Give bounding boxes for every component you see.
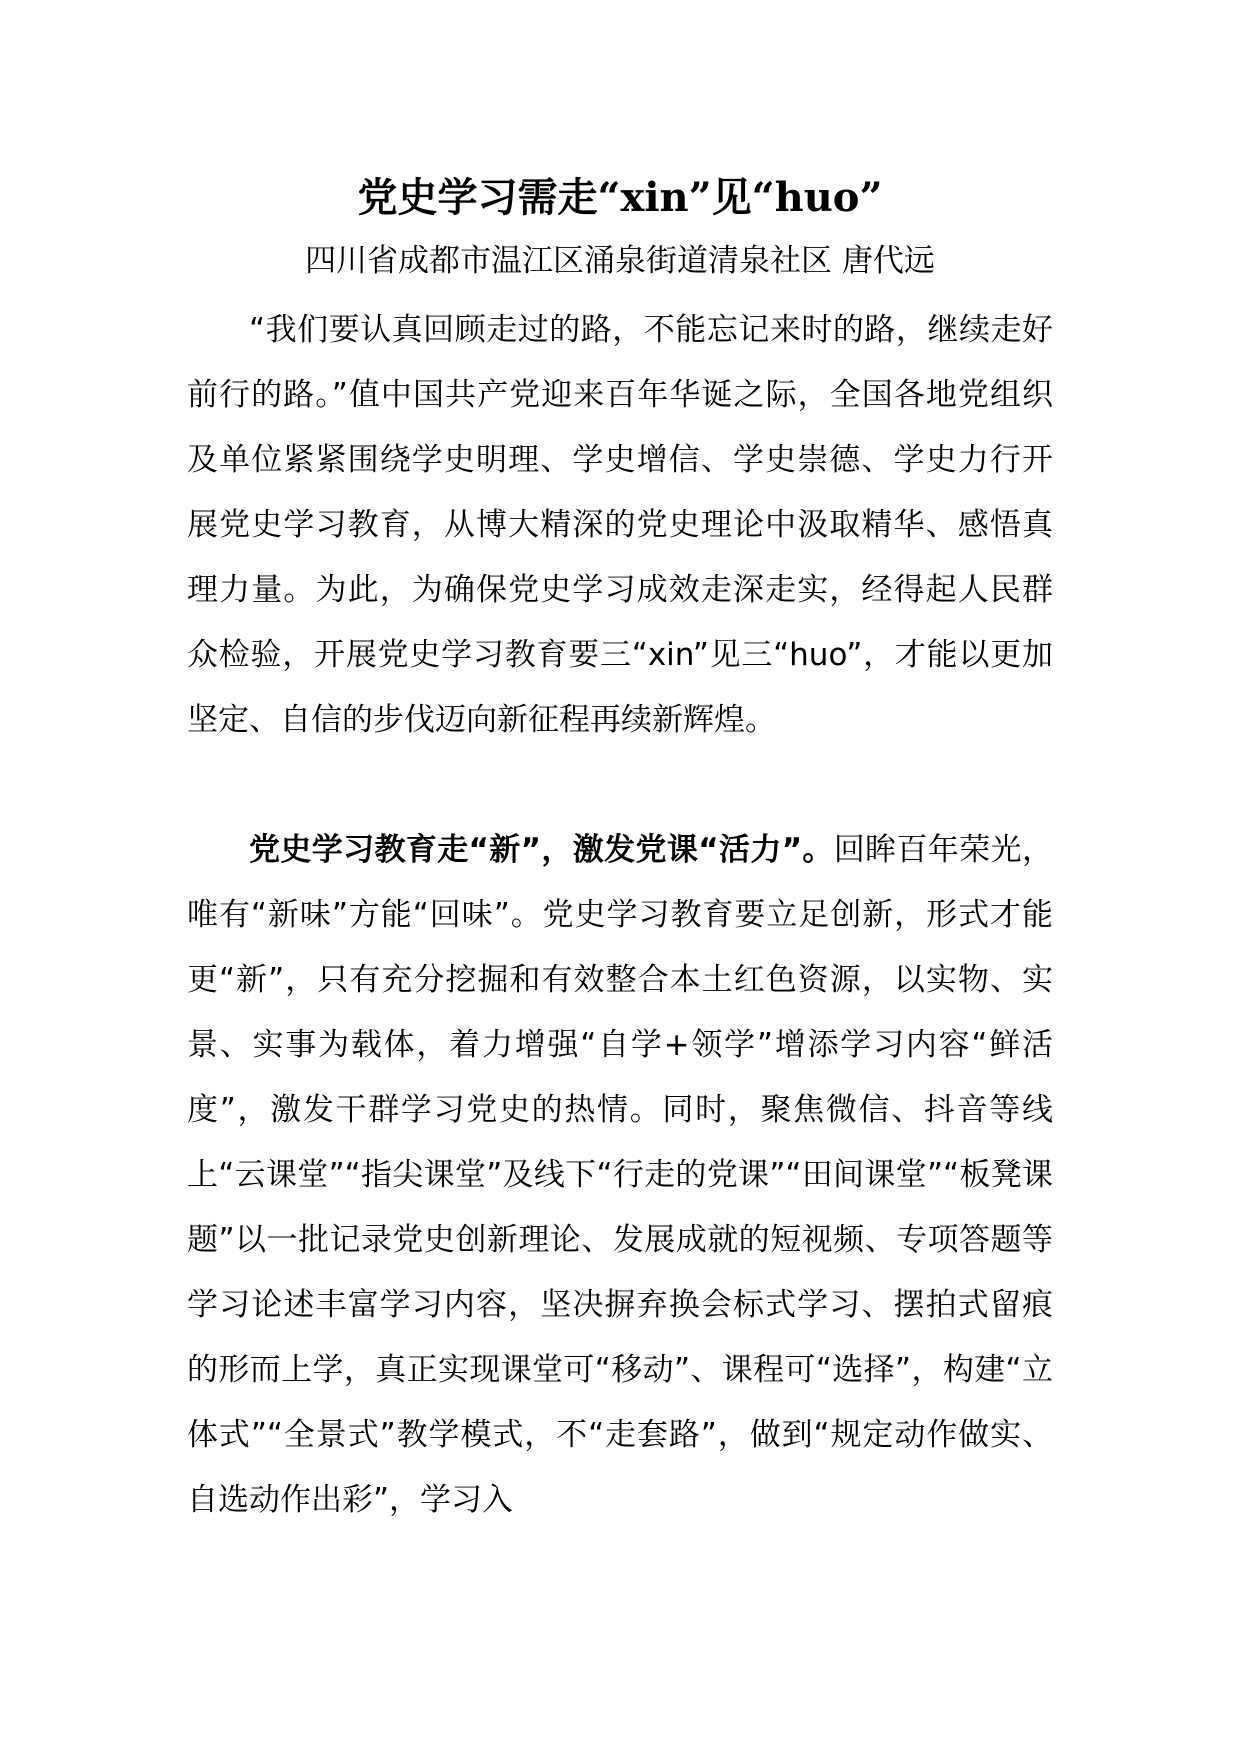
paragraph-text: 回眸百年荣光，唯有“新味”方能“回味”。党史学习教育要立足创新，形式才能更“新”，只有充分挖掘和有效整合本土红色资源，以实物、实景、实事为载体，着力增强“自学+领学”增添学习内容“鲜活度”，激发干群学习党史的热情。同时，聚焦微信、抖音等线上“云课堂”“指尖课堂”及线下“行走的党课”“田间课堂”“板凳课题”以一批记录党史创新理论、发展成就的短视频、专项答题等学习论述丰富学习内容，坚决摒弃换会标式学习、摆拍式留痕的形而上学，真正实现课堂可“移动”、课程可“选择”，构建“立体式”“全景式”教学模式，不“走套路”，做到“规定动作做实、自选动作出彩”，学习入	[187, 832, 1054, 1518]
document-title: 党史学习需走“xin”见“huo”	[357, 174, 883, 221]
section-heading: 党史学习教育走“新”，激发党课“活力”。	[249, 832, 834, 868]
paragraph-text: “我们要认真回顾走过的路，不能忘记来时的路，继续走好前行的路。”值中国共产党迎来百年华诞之际，全国各地党组织及单位紧紧围绕学史明理、学史增信、学史崇德、学史力行开展党史学习教育，从博大精深的党史理论中汲取精华、感悟真理力量。为此，为确保党史学习成效走深走实，经得起人民群众检验，开展党史学习教育要三“xin”见三“huo”，才能以更加坚定、自信的步伐迈向新征程再续新辉煌。	[187, 312, 1053, 738]
paragraph-section-1	[187, 818, 1053, 1533]
paragraph-intro	[187, 298, 1053, 753]
author-line: 四川省成都市温江区涌泉街道清泉社区 唐代远	[305, 243, 935, 279]
